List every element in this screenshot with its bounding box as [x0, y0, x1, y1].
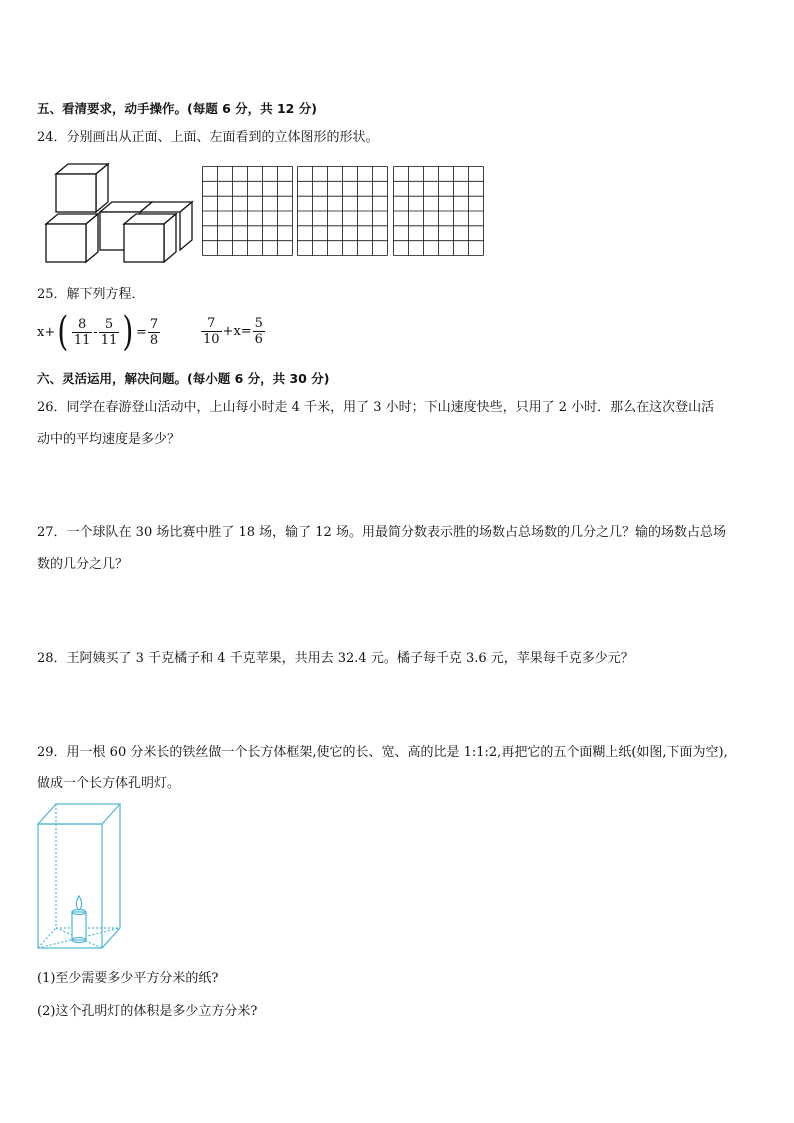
eq1-minus: - [93, 324, 98, 340]
numerator: 5 [254, 316, 263, 331]
numerator: 8 [77, 316, 87, 332]
denominator: 8 [149, 332, 159, 348]
question-28: 28．王阿姨买了 3 千克橘子和 4 千克苹果，共用去 32.4 元。橘子每千克 3.6 元，苹果每千克多少元？ [37, 651, 634, 666]
cube-stack-figure [44, 162, 194, 264]
question-27-line-2: 数的几分之几？ [37, 557, 129, 572]
question-29-line-1: 29．用一根 60 分米长的铁丝做一个长方体框架,使它的长、宽、高的比是 1:1:2,再把它的五个面糊上纸(如图,下面为空), [37, 745, 728, 760]
question-29-line-2: 做成一个长方体孔明灯。 [37, 776, 181, 791]
section-6-title: 六、灵活运用，解决问题。(每小题 6 分，共 30 分) [37, 371, 330, 386]
drawing-grid-top [297, 166, 388, 256]
equation-1 [37, 309, 161, 355]
question-26-line-2: 动中的平均速度是多少？ [37, 432, 181, 447]
numerator: 7 [207, 316, 216, 331]
eq2-fraction-1 [201, 316, 222, 347]
numerator: 5 [104, 316, 114, 332]
question-29-sub-2: (2)这个孔明灯的体积是多少立方分米? [37, 1004, 258, 1019]
eq2-result-fraction [253, 316, 265, 347]
left-paren: ( [57, 309, 69, 355]
drawing-grid-left [393, 166, 484, 256]
denominator: 10 [203, 332, 220, 347]
eq1-fraction-2 [99, 317, 120, 348]
drawing-grid-front [202, 166, 293, 256]
right-paren: ) [122, 309, 134, 355]
denominator: 11 [100, 332, 118, 348]
eq1-equals: = [135, 324, 147, 340]
equation-2 [200, 316, 266, 347]
eq2-middle: +x= [222, 324, 252, 339]
question-25: 25．解下列方程． [37, 287, 145, 302]
denominator: 6 [254, 332, 263, 347]
eq1-prefix: x+ [37, 324, 56, 340]
eq1-fraction-1 [72, 317, 93, 348]
section-5-title: 五、看清要求，动手操作。(每题 6 分，共 12 分) [37, 101, 317, 116]
question-24: 24．分别画出从正面、上面、左面看到的立体图形的形状。 [37, 130, 379, 145]
question-29-sub-1: (1)至少需要多少平方分米的纸? [37, 971, 219, 986]
numerator: 7 [149, 316, 159, 332]
question-27-line-1: 27．一个球队在 30 场比赛中胜了 18 场，输了 12 场。用最简分数表示胜的场数占总场数的几分之几？输的场数占总场 [37, 525, 726, 540]
denominator: 11 [73, 332, 91, 348]
question-26-line-1: 26．同学在春游登山活动中，上山每小时走 4 千米，用了 3 小时；下山速度快些，只用了 2 小时．那么在这次登山活 [37, 400, 715, 415]
lantern-figure [34, 800, 134, 952]
eq1-result-fraction [148, 317, 160, 348]
